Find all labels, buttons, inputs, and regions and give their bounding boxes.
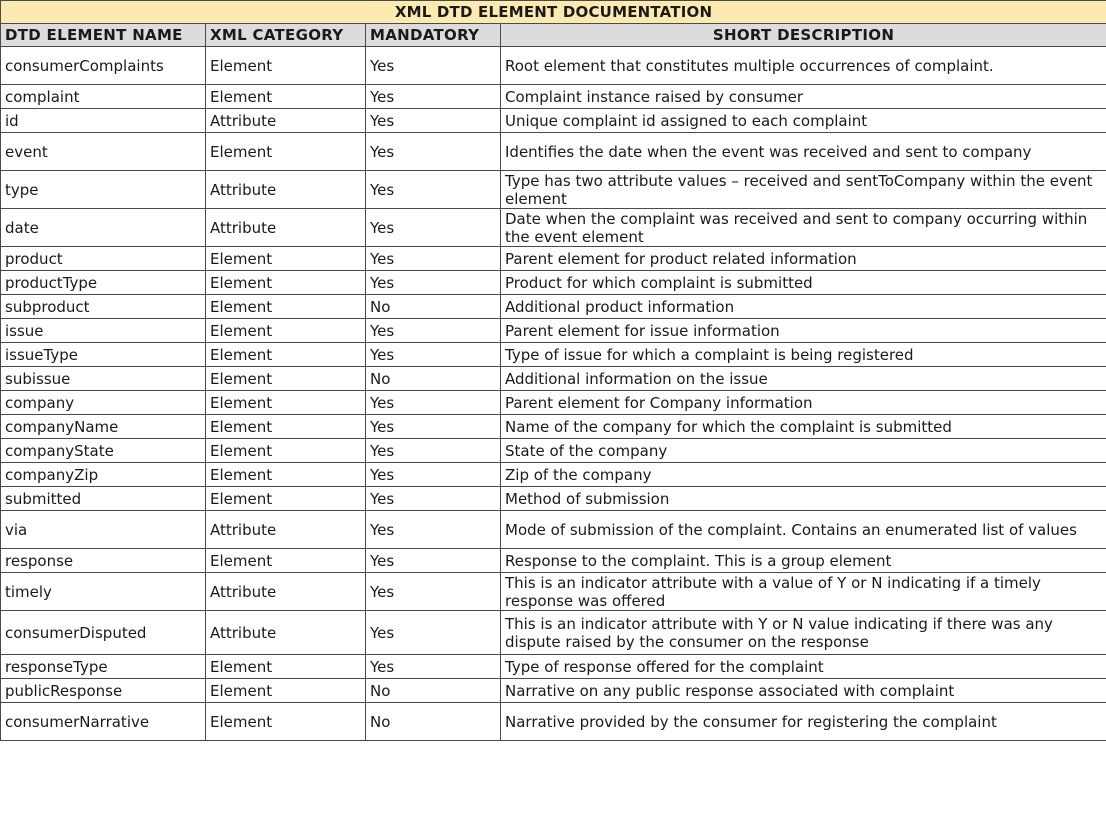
cell-xml-category: Element [206,549,366,573]
cell-mandatory: Yes [366,319,501,343]
cell-mandatory: Yes [366,391,501,415]
cell-description: Narrative provided by the consumer for registering the complaint [501,703,1106,741]
cell-mandatory: No [366,703,501,741]
table-row [1,391,1106,415]
table-row [1,295,1106,319]
cell-mandatory: Yes [366,47,501,85]
cell-description: This is an indicator attribute with a value of Y or N indicating if a timely response was offered [501,573,1106,611]
cell-element-name: subproduct [1,295,206,319]
cell-xml-category: Element [206,47,366,85]
cell-xml-category: Element [206,679,366,703]
table-row [1,343,1106,367]
cell-xml-category: Element [206,247,366,271]
table-row [1,511,1106,549]
cell-description: Parent element for product related information [501,247,1106,271]
cell-xml-category: Element [206,439,366,463]
cell-mandatory: Yes [366,611,501,655]
cell-xml-category: Element [206,703,366,741]
cell-element-name: timely [1,573,206,611]
cell-element-name: consumerDisputed [1,611,206,655]
cell-element-name: event [1,133,206,171]
cell-element-name: publicResponse [1,679,206,703]
cell-element-name: id [1,109,206,133]
cell-description: Method of submission [501,487,1106,511]
cell-element-name: issueType [1,343,206,367]
cell-mandatory: Yes [366,463,501,487]
cell-mandatory: No [366,679,501,703]
cell-mandatory: Yes [366,247,501,271]
table-row [1,439,1106,463]
table-row [1,109,1106,133]
cell-mandatory: Yes [366,511,501,549]
cell-mandatory: Yes [366,487,501,511]
cell-xml-category: Element [206,133,366,171]
cell-mandatory: Yes [366,171,501,209]
table-row [1,679,1106,703]
cell-element-name: response [1,549,206,573]
table-row [1,171,1106,209]
cell-xml-category: Element [206,391,366,415]
cell-mandatory: No [366,367,501,391]
cell-element-name: consumerNarrative [1,703,206,741]
table-title: XML DTD ELEMENT DOCUMENTATION [1,1,1106,24]
cell-description: State of the company [501,439,1106,463]
cell-mandatory: Yes [366,549,501,573]
cell-mandatory: No [366,295,501,319]
table-row [1,209,1106,247]
table-row [1,703,1106,741]
table-row [1,549,1106,573]
cell-xml-category: Element [206,463,366,487]
cell-description: Additional information on the issue [501,367,1106,391]
cell-mandatory: Yes [366,209,501,247]
table-row [1,573,1106,611]
cell-mandatory: Yes [366,271,501,295]
cell-description: This is an indicator attribute with Y or N value indicating if there was any dispute raised by the consumer on the response [501,611,1106,655]
cell-element-name: companyState [1,439,206,463]
cell-xml-category: Element [206,343,366,367]
cell-description: Parent element for issue information [501,319,1106,343]
cell-xml-category: Attribute [206,573,366,611]
cell-xml-category: Attribute [206,611,366,655]
cell-element-name: responseType [1,655,206,679]
cell-description: Additional product information [501,295,1106,319]
cell-mandatory: Yes [366,133,501,171]
cell-description: Response to the complaint. This is a group element [501,549,1106,573]
cell-xml-category: Element [206,295,366,319]
cell-element-name: companyName [1,415,206,439]
cell-mandatory: Yes [366,343,501,367]
table-title-row [1,1,1106,24]
cell-description: Product for which complaint is submitted [501,271,1106,295]
table-row [1,133,1106,171]
cell-xml-category: Attribute [206,109,366,133]
cell-description: Zip of the company [501,463,1106,487]
cell-element-name: consumerComplaints [1,47,206,85]
cell-description: Type of issue for which a complaint is being registered [501,343,1106,367]
cell-description: Identifies the date when the event was received and sent to company [501,133,1106,171]
table-row [1,611,1106,655]
cell-xml-category: Element [206,415,366,439]
cell-element-name: via [1,511,206,549]
cell-xml-category: Element [206,367,366,391]
table-header-row [1,24,1106,47]
table-row [1,487,1106,511]
cell-description: Narrative on any public response associated with complaint [501,679,1106,703]
header-short-description: SHORT DESCRIPTION [501,24,1106,47]
header-xml-category: XML CATEGORY [206,24,366,47]
cell-xml-category: Attribute [206,511,366,549]
cell-description: Type of response offered for the complaint [501,655,1106,679]
cell-xml-category: Element [206,319,366,343]
table-row [1,415,1106,439]
cell-xml-category: Element [206,85,366,109]
table-row [1,319,1106,343]
cell-mandatory: Yes [366,439,501,463]
table-row [1,85,1106,109]
cell-xml-category: Element [206,271,366,295]
table-row [1,47,1106,85]
cell-description: Date when the complaint was received and sent to company occurring within the event element [501,209,1106,247]
cell-element-name: date [1,209,206,247]
cell-mandatory: Yes [366,85,501,109]
cell-element-name: subissue [1,367,206,391]
cell-xml-category: Attribute [206,171,366,209]
cell-element-name: type [1,171,206,209]
cell-element-name: product [1,247,206,271]
cell-element-name: complaint [1,85,206,109]
header-dtd-element-name: DTD ELEMENT NAME [1,24,206,47]
cell-description: Complaint instance raised by consumer [501,85,1106,109]
cell-description: Name of the company for which the complaint is submitted [501,415,1106,439]
cell-xml-category: Attribute [206,209,366,247]
cell-xml-category: Element [206,655,366,679]
cell-element-name: submitted [1,487,206,511]
cell-xml-category: Element [206,487,366,511]
table-row [1,463,1106,487]
cell-mandatory: Yes [366,109,501,133]
cell-element-name: companyZip [1,463,206,487]
cell-description: Type has two attribute values – received and sentToCompany within the event element [501,171,1106,209]
table-row [1,367,1106,391]
cell-mandatory: Yes [366,573,501,611]
cell-description: Unique complaint id assigned to each complaint [501,109,1106,133]
cell-mandatory: Yes [366,415,501,439]
cell-element-name: productType [1,271,206,295]
cell-description: Root element that constitutes multiple occurrences of complaint. [501,47,1106,85]
table-row [1,247,1106,271]
table-row [1,271,1106,295]
table-row [1,655,1106,679]
cell-mandatory: Yes [366,655,501,679]
cell-element-name: company [1,391,206,415]
cell-description: Parent element for Company information [501,391,1106,415]
cell-element-name: issue [1,319,206,343]
cell-description: Mode of submission of the complaint. Contains an enumerated list of values [501,511,1106,549]
header-mandatory: MANDATORY [366,24,501,47]
